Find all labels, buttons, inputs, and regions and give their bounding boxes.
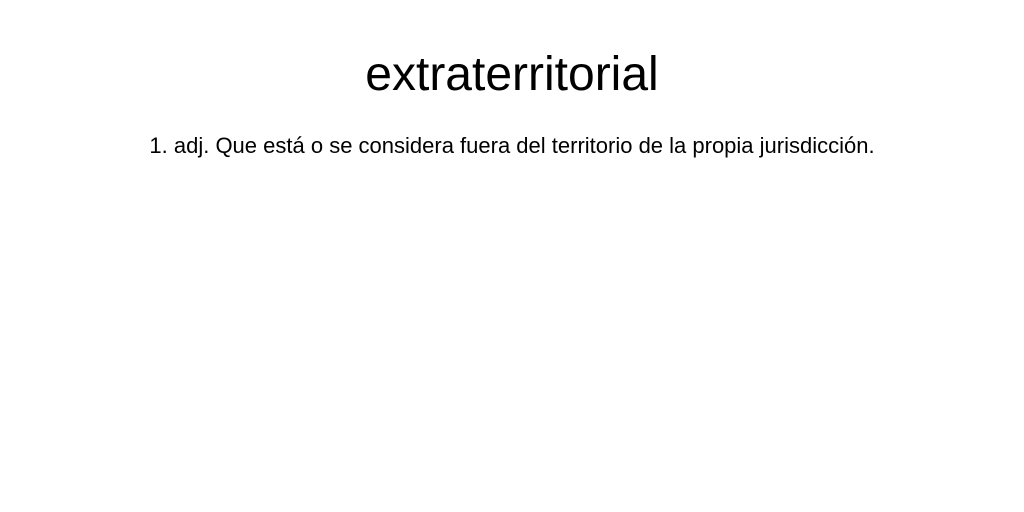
entry-headword: extraterritorial — [365, 48, 659, 101]
definition-1: 1. adj. Que está o se considera fuera del territorio de la propia jurisdicción. — [149, 133, 875, 158]
